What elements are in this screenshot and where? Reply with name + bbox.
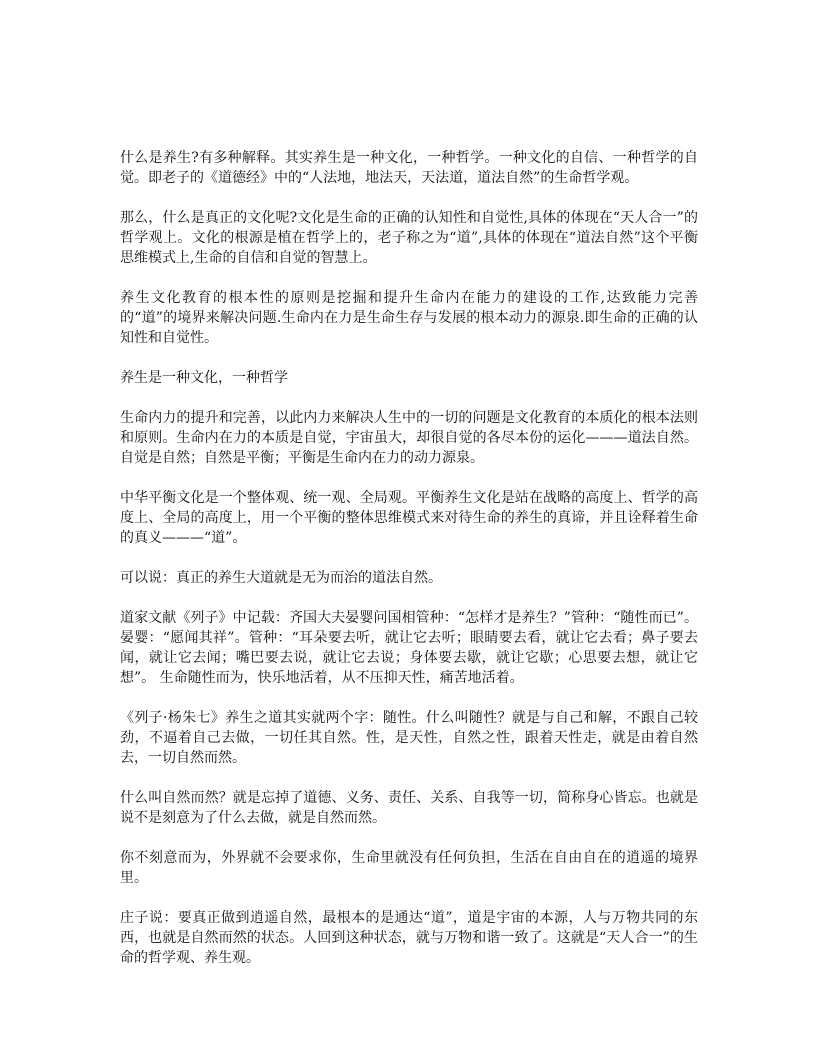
document-page <box>120 148 698 988</box>
paragraph-liezi-yangzhu: 《列子·杨朱七》养生之道其实就两个字：随性。什么叫随性？就是与自己和解，不跟自己较劲，不逼着自己去做，一切任其自然。性，是天性，自然之性，跟着天性走，就是由着自然去，一切自然而然。 <box>120 710 698 766</box>
paragraph-balance-culture: 中华平衡文化是一个整体观、统一观、全局观。平衡养生文化是站在战略的高度上、哲学的高度上、全局的高度上，用一个平衡的整体思维模式来对待生命的养生的真谛，并且诠释着生命的真义———“道”。 <box>120 490 698 546</box>
paragraph-what-is-culture: 那么，什么是真正的文化呢?文化是生命的正确的认知性和自觉性,具体的体现在“天人合一”的哲学观上。文化的根源是植在哲学上的，老子称之为“道”,具体的体现在“道法自然”这个平衡思维模式上,生命的自信和自觉的智慧上。 <box>120 210 698 266</box>
paragraph-education-principle: 养生文化教育的根本性的原则是挖掘和提升生命内在能力的建设的工作,达致能力完善的“道”的境界来解决问题.生命内在力是生命生存与发展的根本动力的源泉.即生命的正确的认知性和自觉性。 <box>120 290 698 346</box>
paragraph-inner-strength: 生命内力的提升和完善，以此内力来解决人生中的一切的问题是文化教育的本质化的根本法则和原则。生命内在力的本质是自觉，宇宙虽大，却很自觉的各尽本份的运化———道法自然。自觉是自然；自然是平衡；平衡是生命内在力的动力源泉。 <box>120 410 698 466</box>
paragraph-true-way: 可以说：真正的养生大道就是无为而治的道法自然。 <box>120 570 442 586</box>
paragraph-no-burden: 你不刻意而为，外界就不会要求你，生命里就没有任何负担，生活在自由自在的逍遥的境界里。 <box>120 850 698 886</box>
paragraph-what-is-health-preservation: 什么是养生?有多种解释。其实养生是一种文化，一种哲学。一种文化的自信、一种哲学的自觉。即老子的《道德经》中的“人法地，地法天，天法道，道法自然”的生命哲学观。 <box>120 150 698 186</box>
paragraph-zhuangzi: 庄子说：要真正做到逍遥自然，最根本的是通达“道”，道是宇宙的本源，人与万物共同的东西，也就是自然而然的状态。人回到这种状态，就与万物和谐一致了。这就是“天人合一”的生命的哲学观、养生观。 <box>120 910 698 966</box>
paragraph-heading-culture-philosophy: 养生是一种文化，一种哲学 <box>120 370 288 386</box>
paragraph-naturally-so: 什么叫自然而然？就是忘掉了道德、义务、责任、关系、自我等一切，简称身心皆忘。也就是说不是刻意为了什么去做，就是自然而然。 <box>120 790 698 826</box>
paragraph-liezi-record: 道家文献《列子》中记载：齐国大夫晏婴问国相管种：“怎样才是养生？”管种：“随性而已”。晏婴：“愿闻其祥”。管种：“耳朵要去听，就让它去听；眼睛要去看，就让它去看；鼻子要去闻，就让它去闻；嘴巴要去说，就让它去说；身体要去歇，就让它歇；心思要去想，就让它想”。 生命随性而为，快乐地活着，从不压抑天性，痛苦地活着。 <box>120 610 698 686</box>
